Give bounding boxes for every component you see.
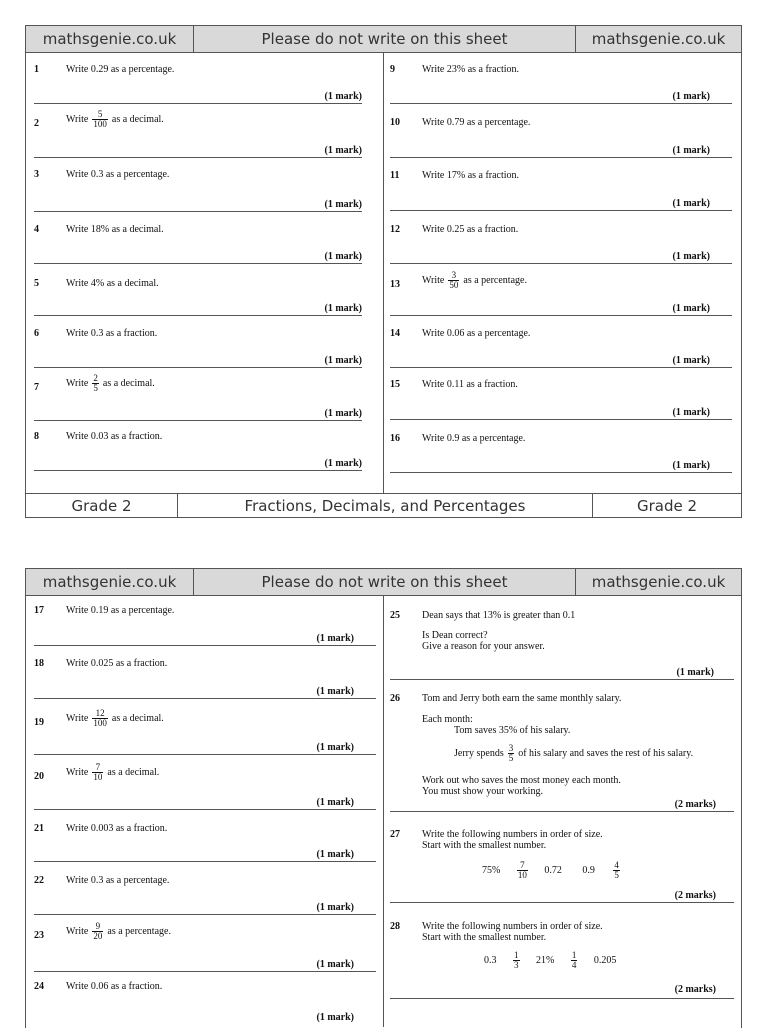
mark-label: (1 mark) [672, 407, 710, 418]
question-text: Write 0.06 as a fraction. [66, 981, 163, 992]
question-text-end: as a decimal. [102, 378, 155, 389]
header-bar [26, 569, 741, 596]
question-19 [34, 709, 376, 757]
answer-line [34, 157, 362, 158]
question-line: Give a reason for your answer. [422, 641, 545, 652]
question-number: 22 [34, 875, 44, 886]
question-text-end: as a decimal. [111, 114, 164, 125]
question-number: 14 [390, 328, 400, 339]
question-number: 1 [34, 64, 39, 75]
mark-label: (2 marks) [674, 799, 716, 810]
question-text: Write 0.3 as a percentage. [66, 169, 170, 180]
denominator: 3 [514, 960, 519, 970]
question-number: 5 [34, 278, 39, 289]
question-line [454, 744, 693, 763]
denominator: 4 [571, 960, 577, 970]
denominator: 100 [93, 119, 107, 129]
mark-label: (1 mark) [672, 251, 710, 262]
answer-line [390, 419, 732, 420]
number-sequence [484, 951, 616, 970]
answer-line [390, 210, 732, 211]
question-26 [390, 693, 734, 823]
header-site-right: mathsgenie.co.uk [591, 573, 726, 591]
question-9 [390, 64, 732, 104]
footer-grade-left: Grade 2 [26, 494, 178, 518]
text-fragment: Jerry spends [454, 748, 504, 759]
mark-label: (1 mark) [316, 1012, 354, 1023]
answer-line [34, 754, 376, 755]
question-text [66, 922, 171, 941]
answer-line [390, 472, 732, 473]
question-4 [34, 224, 362, 264]
question-16 [390, 433, 732, 473]
question-text: Write 0.03 as a fraction. [66, 431, 163, 442]
text-fragment: of his salary and saves the rest of his salary. [518, 748, 694, 759]
fraction [92, 709, 108, 728]
question-text: Write the following numbers in order of size. [422, 829, 603, 840]
answer-line [390, 811, 734, 812]
question-text: Write 0.79 as a percentage. [422, 117, 531, 128]
question-number: 19 [34, 717, 44, 728]
question-number: 16 [390, 433, 400, 444]
question-number: 13 [390, 279, 400, 290]
question-text-end: as a percentage. [107, 926, 171, 937]
question-text [422, 271, 527, 290]
answer-line [34, 470, 362, 471]
fraction [508, 744, 515, 763]
mark-label: (1 mark) [672, 145, 710, 156]
question-text-end: as a percentage. [463, 275, 527, 286]
fraction [517, 861, 528, 880]
question-number: 3 [34, 169, 39, 180]
mark-label: (1 mark) [324, 355, 362, 366]
question-text: Write 4% as a decimal. [66, 278, 159, 289]
question-11 [390, 170, 732, 210]
mark-label: (1 mark) [672, 198, 710, 209]
mark-label: (1 mark) [324, 91, 362, 102]
numerator: 4 [614, 860, 619, 870]
header-site-left: mathsgenie.co.uk [26, 26, 194, 52]
header-site-left: mathsgenie.co.uk [26, 569, 194, 595]
worksheet-page-1 [25, 25, 742, 518]
question-14 [390, 328, 732, 368]
mark-label: (1 mark) [324, 408, 362, 419]
question-20 [34, 763, 376, 811]
question-8 [34, 431, 362, 471]
question-text: Write 0.25 as a fraction. [422, 224, 519, 235]
numerator: 1 [514, 950, 519, 960]
question-text: Write 18% as a decimal. [66, 224, 164, 235]
question-13 [390, 271, 732, 319]
question-number: 27 [390, 829, 400, 840]
question-18 [34, 658, 376, 698]
worksheet-page-2 [25, 568, 742, 1028]
fraction [92, 110, 108, 129]
write-word: Write [66, 767, 89, 778]
mark-label: (1 mark) [316, 686, 354, 697]
sequence-value: 0.9 [582, 865, 595, 876]
mark-label: (1 mark) [316, 959, 354, 970]
question-23 [34, 922, 376, 970]
question-text [66, 763, 159, 782]
mark-label: (1 mark) [324, 251, 362, 262]
fraction [571, 951, 578, 970]
mark-label: (1 mark) [672, 91, 710, 102]
answer-line [390, 998, 734, 999]
question-number: 26 [390, 693, 400, 704]
answer-line [34, 367, 362, 368]
question-line: Work out who saves the most money each month. [422, 775, 621, 786]
question-17 [34, 605, 376, 645]
question-line: Is Dean correct? [422, 630, 488, 641]
question-number: 4 [34, 224, 39, 235]
answer-line [34, 914, 376, 915]
question-10 [390, 117, 732, 157]
footer-grade-right: Grade 2 [636, 497, 698, 515]
denominator: 100 [93, 718, 107, 728]
question-text: Write 0.19 as a percentage. [66, 605, 175, 616]
fraction [92, 922, 103, 941]
answer-line [34, 420, 362, 421]
sequence-value: 0.205 [593, 955, 617, 966]
question-line: Start with the smallest number. [422, 932, 547, 943]
question-number: 21 [34, 823, 44, 834]
question-text: Write 23% as a fraction. [422, 64, 520, 75]
question-1 [34, 64, 362, 104]
question-number: 24 [34, 981, 44, 992]
question-text: Write 0.3 as a percentage. [66, 875, 170, 886]
write-word: Write [66, 926, 89, 937]
answer-line [390, 315, 732, 316]
question-number: 20 [34, 771, 44, 782]
question-text: Write 0.06 as a percentage. [422, 328, 531, 339]
question-number: 17 [34, 605, 44, 616]
question-2 [34, 110, 362, 158]
denominator: 5 [614, 870, 619, 880]
answer-line [390, 679, 734, 680]
question-text [66, 110, 164, 129]
fraction [92, 763, 103, 782]
footer-topic: Fractions, Decimals, and Percentages [178, 494, 593, 518]
question-text-end: as a decimal. [111, 713, 164, 724]
answer-line [34, 103, 362, 104]
question-line: Tom saves 35% of his salary. [454, 725, 571, 736]
question-text: Write 17% as a fraction. [422, 170, 520, 181]
column-divider [383, 52, 384, 493]
question-number: 12 [390, 224, 400, 235]
answer-line [34, 971, 376, 972]
header-bar [26, 26, 741, 53]
numerator: 7 [92, 763, 103, 773]
numerator: 3 [448, 271, 459, 281]
answer-line [34, 809, 376, 810]
answer-line [390, 902, 734, 903]
question-text: Write 0.9 as a percentage. [422, 433, 526, 444]
numerator: 1 [571, 950, 577, 960]
question-text: Tom and Jerry both earn the same monthly salary. [422, 693, 622, 704]
answer-line [34, 698, 376, 699]
answer-line [390, 367, 732, 368]
mark-label: (1 mark) [672, 460, 710, 471]
question-number: 10 [390, 117, 400, 128]
denominator: 5 [508, 753, 514, 763]
question-number: 23 [34, 930, 44, 941]
numerator: 3 [508, 743, 514, 753]
header-notice: Please do not write on this sheet [194, 26, 576, 52]
mark-label: (1 mark) [316, 902, 354, 913]
question-text [66, 709, 164, 728]
mark-label: (1 mark) [316, 849, 354, 860]
question-24 [34, 981, 376, 1021]
header-notice: Please do not write on this sheet [194, 569, 576, 595]
denominator: 20 [93, 931, 103, 941]
column-divider [383, 595, 384, 1027]
mark-label: (1 mark) [672, 303, 710, 314]
answer-line [34, 315, 362, 316]
write-word: Write [66, 713, 89, 724]
mark-label: (1 mark) [316, 742, 354, 753]
sequence-value: 21% [536, 955, 555, 966]
question-line: Start with the smallest number. [422, 840, 547, 851]
mark-label: (1 mark) [324, 303, 362, 314]
denominator: 5 [93, 383, 98, 393]
question-28 [390, 921, 734, 1001]
sequence-value: 0.72 [544, 865, 562, 876]
answer-line [34, 211, 362, 212]
question-number: 7 [34, 382, 39, 393]
numerator: 2 [93, 373, 98, 383]
mark-label: (1 mark) [676, 667, 714, 678]
fraction [448, 271, 459, 290]
question-text [66, 374, 155, 393]
answer-line [390, 103, 732, 104]
numerator: 9 [92, 922, 103, 932]
question-number: 25 [390, 610, 400, 621]
question-22 [34, 875, 376, 915]
question-3 [34, 169, 362, 209]
question-number: 9 [390, 64, 395, 75]
fraction [613, 861, 620, 880]
denominator: 10 [93, 772, 103, 782]
fraction [513, 951, 520, 970]
write-word: Write [422, 275, 445, 286]
answer-line [34, 645, 376, 646]
answer-line [34, 861, 376, 862]
numerator: 5 [92, 110, 108, 120]
mark-label: (1 mark) [316, 797, 354, 808]
question-6 [34, 328, 362, 368]
question-text: Write 0.003 as a fraction. [66, 823, 168, 834]
write-word: Write [66, 378, 89, 389]
question-number: 28 [390, 921, 400, 932]
question-number: 15 [390, 379, 400, 390]
question-12 [390, 224, 732, 264]
mark-label: (1 mark) [324, 145, 362, 156]
question-text: Dean says that 13% is greater than 0.1 [422, 610, 576, 621]
numerator: 7 [517, 861, 528, 871]
write-word: Write [66, 114, 89, 125]
question-number: 8 [34, 431, 39, 442]
answer-line [34, 263, 362, 264]
mark-label: (2 marks) [674, 984, 716, 995]
question-text: Write the following numbers in order of size. [422, 921, 603, 932]
number-sequence [482, 861, 624, 880]
denominator: 50 [449, 280, 459, 290]
mark-label: (1 mark) [672, 355, 710, 366]
question-number: 2 [34, 118, 39, 129]
question-5 [34, 278, 362, 318]
sequence-value: 0.3 [484, 955, 497, 966]
question-text: Write 0.025 as a fraction. [66, 658, 168, 669]
question-text: Write 0.3 as a fraction. [66, 328, 158, 339]
question-number: 11 [390, 170, 400, 181]
answer-line [390, 263, 732, 264]
header-site-right: mathsgenie.co.uk [591, 30, 726, 48]
mark-label: (2 marks) [674, 890, 716, 901]
footer-bar [26, 493, 741, 518]
question-text: Write 0.29 as a percentage. [66, 64, 175, 75]
question-text: Write 0.11 as a fraction. [422, 379, 518, 390]
question-line: You must show your working. [422, 786, 543, 797]
question-27 [390, 829, 734, 909]
question-number: 6 [34, 328, 39, 339]
question-line: Each month: [422, 714, 473, 725]
question-number: 18 [34, 658, 44, 669]
fraction [92, 374, 99, 393]
numerator: 12 [92, 709, 108, 719]
mark-label: (1 mark) [316, 633, 354, 644]
question-text-end: as a decimal. [107, 767, 160, 778]
question-15 [390, 379, 732, 419]
denominator: 10 [517, 870, 527, 880]
mark-label: (1 mark) [324, 458, 362, 469]
question-7 [34, 374, 362, 422]
question-21 [34, 823, 376, 863]
mark-label: (1 mark) [324, 199, 362, 210]
answer-line [390, 157, 732, 158]
sequence-value: 75% [482, 865, 501, 876]
question-25 [390, 610, 734, 690]
